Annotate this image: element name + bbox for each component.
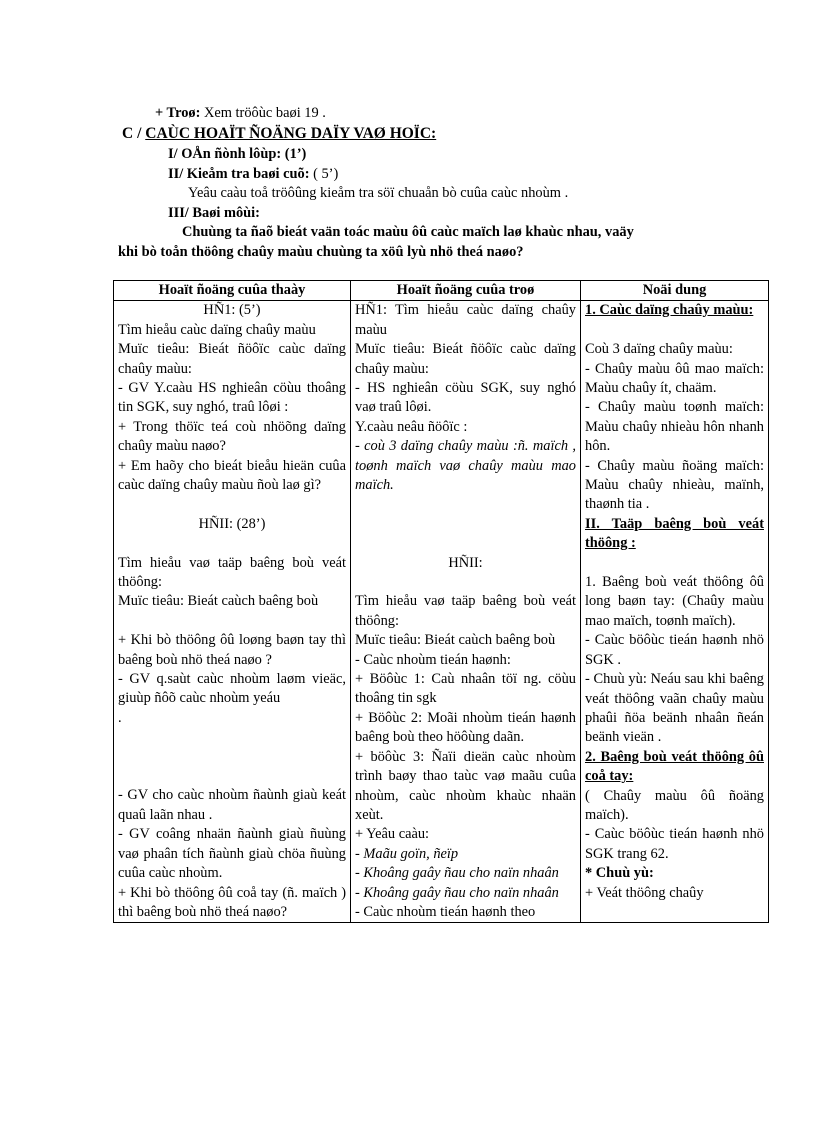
student-text: + Yeâu caàu: xyxy=(355,826,430,843)
content-heading-2: II. Taäp baêng boù veát thöông : xyxy=(585,515,764,552)
content-text: - Chaûy maùu ôû mao maïch: Maùu chaûy ít, chaäm. xyxy=(585,360,764,397)
teacher-text: Muïc tieâu: Bieát ñöôïc caùc daïng chaûy maùu: xyxy=(118,341,346,377)
teacher-text: + Khi bò thöông ôû coå tay (ñ. maïch ) thì baêng boù nhö theá naøo? xyxy=(118,884,346,920)
teacher-text: + Em haõy cho bieát bieåu hieän cuûa caùc daïng chaûy maùu ñoù laø gì? xyxy=(118,457,346,494)
student-text: Muïc tieâu: Bieát ñöôïc caùc daïng chaûy maùu: xyxy=(355,341,576,377)
content-text: 1. Baêng boù veát thöông ôû long baøn tay: (Chaûy maùu mao maïch, toønh maïch). xyxy=(585,574,764,629)
content-text: Coù 3 daïng chaûy maùu: xyxy=(585,341,733,358)
content-text: - Chaûy maùu ñoäng maïch: Maùu chaûy nhieàu, maïnh, thaønh tia . xyxy=(585,457,764,513)
header-content: Noäi dung xyxy=(581,281,769,301)
student-text: - Khoâng gaây ñau cho naïn nhaân xyxy=(355,884,559,901)
item-1: I/ OÅn ñònh lôùp: (1’) xyxy=(168,146,307,162)
student-text: Tìm hieåu vaø taäp baêng boù veát thöông: xyxy=(355,593,576,629)
student-text: - Khoâng gaây ñau cho naïn nhaân xyxy=(355,865,559,882)
intro-line-2: khi bò toån thöông chaûy maùu chuùng ta xöû lyù nhö theá naøo? xyxy=(118,244,524,260)
tro-text: Xem tröôùc baøi 19 . xyxy=(200,105,326,121)
teacher-text: Muïc tieâu: Bieát caùch baêng boù xyxy=(118,593,319,610)
student-text: Muïc tieâu: Bieát caùch baêng boù xyxy=(355,632,556,649)
content-heading-1: 1. Caùc daïng chaûy maùu: xyxy=(585,302,754,319)
student-text: - Caùc nhoùm tieán haønh: xyxy=(355,651,511,668)
hd1-heading: HÑ1: (5’) xyxy=(203,302,261,319)
item-2-rest: ( 5’) xyxy=(309,166,339,182)
content-text: - Caùc böôùc tieán haønh nhö SGK . xyxy=(585,632,764,668)
teacher-text: Tìm hieåu vaø taäp baêng boù veát thöông: xyxy=(118,554,346,591)
content-column xyxy=(581,301,769,923)
teacher-text: - GV Y.caàu HS nghieân cöùu thoâng tin SGK, suy nghó, traû lôøi : xyxy=(118,380,346,416)
item-3: III/ Baøi môùi: xyxy=(168,205,260,221)
teacher-column xyxy=(114,301,351,923)
student-text: + Böôùc 2: Moãi nhoùm tieán haønh baêng boù theo höôùng daãn. xyxy=(355,709,576,746)
header-student: Hoaït ñoäng cuûa troø xyxy=(351,281,581,301)
content-text: - Chuù yù: Neáu sau khi baêng veát thöông vaãn chaûy maùu phaûi ñöa beänh nhaân ñeán beänh vieän . xyxy=(585,671,764,746)
section-prefix: C / xyxy=(122,125,146,142)
teacher-text: + Khi bò thöông ôû loøng baøn tay thì baêng boù nhö theá naøo ? xyxy=(118,632,346,668)
student-column xyxy=(351,301,581,923)
section-heading xyxy=(122,124,436,143)
teacher-text: Tìm hieåu caùc daïng chaûy maùu xyxy=(118,321,316,338)
activity-table xyxy=(113,280,769,923)
content-heading-3: 2. Baêng boù veát thöông ôû coå tay: xyxy=(585,748,764,785)
student-text: - coù 3 daïng chaûy maùu :ñ. maïch , toønh maïch vaø chaûy maùu mao maïch. xyxy=(355,438,576,494)
student-text: Y.caàu neâu ñöôïc : xyxy=(355,418,468,435)
student-text: + böôùc 3: Ñaïi dieän caùc nhoùm trình baøy thao taùc vaø maãu cuûa nhoùm, caùc nhoùm khaùc nhaän xeùt. xyxy=(355,748,576,823)
teacher-text: . xyxy=(118,709,122,726)
content-text: - Chaûy maùu toønh maïch: Maùu chaûy nhieàu hôn nhanh hôn. xyxy=(585,399,764,455)
teacher-text: - GV q.saùt caùc nhoùm laøm vieäc, giuùp ñôõ caùc nhoùm yeáu xyxy=(118,671,346,707)
student-text: - Maãu goïn, ñeïp xyxy=(355,845,459,862)
header-teacher: Hoaït ñoäng cuûa thaày xyxy=(114,281,351,301)
content-text: - Caùc böôùc tieán haønh nhö SGK trang 62. xyxy=(585,826,764,862)
item-2 xyxy=(168,165,338,184)
item-2-text: Yeâu caàu toå tröôûng kieåm tra söï chuaån bò cuûa caùc nhoùm . xyxy=(188,185,569,201)
content-text: ( Chaûy maùu ôû ñoäng maïch). xyxy=(585,787,764,823)
table-header-row xyxy=(114,281,769,301)
tro-label: + Troø: xyxy=(155,105,201,121)
student-text: - HS nghieân cöùu SGK, suy nghó vaø traû lôøi. xyxy=(355,380,576,416)
student-text: - Caùc nhoùm tieán haønh theo xyxy=(355,903,536,920)
hd2-heading: HÑII: (28’) xyxy=(198,515,266,532)
teacher-text: + Trong thöïc teá coù nhöõng daïng chaûy maùu naøo? xyxy=(118,418,346,455)
section-title: CAÙC HOAÏT ÑOÄNG DAÏY VAØ HOÏC: xyxy=(145,125,437,142)
homework-line xyxy=(155,104,326,123)
teacher-text: - GV coâng nhaän ñaùnh giaù ñuùng vaø phaân tích ñaùnh giaù chöa ñuùng cuûa caùc nhoùm. xyxy=(118,826,346,882)
item-2-label: II/ Kieåm tra baøi cuõ: xyxy=(168,166,310,182)
intro-line-1: Chuùng ta ñaõ bieát vaän toác maùu ôû caùc maïch laø khaùc nhau, vaäy xyxy=(182,224,634,240)
content-text: + Veát thöông chaûy xyxy=(585,884,704,901)
student-text: HÑ1: Tìm hieåu caùc daïng chaûy maùu xyxy=(355,302,576,338)
teacher-text: - GV cho caùc nhoùm ñaùnh giaù keát quaû laãn nhau . xyxy=(118,787,346,823)
content-note: * Chuù yù: xyxy=(585,865,654,882)
student-text: + Böôùc 1: Caù nhaân töï ng. cöùu thoâng tin sgk xyxy=(355,671,576,707)
hd2-heading: HÑII: xyxy=(448,554,483,571)
table-body-row xyxy=(114,301,769,923)
